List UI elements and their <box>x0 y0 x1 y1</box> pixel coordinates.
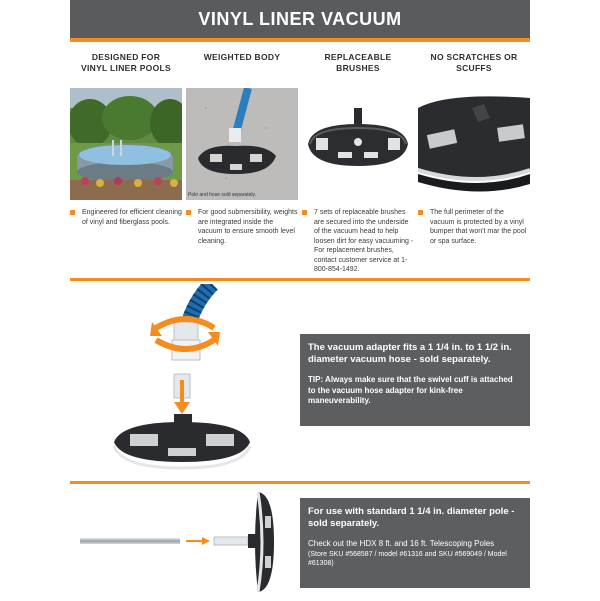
feature-bullet-text: Engineered for efficient cleaning of vinyl and fiberglass pools. <box>82 209 182 226</box>
feature-heading-line: VINYL LINER POOLS <box>81 63 171 73</box>
feature-heading-brushes <box>302 52 414 82</box>
feature-heading-line: DESIGNED FOR <box>91 52 161 62</box>
image-caption: Pole and hose sold separately. <box>188 192 257 198</box>
feature-heading-weighted <box>186 52 298 82</box>
pool-photo <box>70 88 182 200</box>
feature-heading-line: WEIGHTED BODY <box>203 52 281 62</box>
feature-heading-line: NO SCRATCHES OR <box>430 52 518 62</box>
feature-bullet-text: For good submersibility, weights are integrated inside the vacuum to ensure smooth level cleaning. <box>198 209 298 245</box>
pole-sku-text: (Store SKU #568587 / model #61316 and SKU #569049 / Model #61308) <box>308 550 507 567</box>
feature-heading-vinyl <box>70 52 182 82</box>
feature-heading-line: REPLACEABLE <box>324 52 392 62</box>
pole-check-text: Check out the HDX 8 ft. and 16 ft. Telescoping Poles <box>308 539 495 548</box>
feature-bullet-weighted <box>186 208 298 246</box>
section-divider <box>70 278 530 281</box>
section-divider <box>70 481 530 484</box>
page-title-bar <box>70 0 530 42</box>
bumper-photo <box>418 88 530 200</box>
feature-bullet-text: The full perimeter of the vacuum is protected by a vinyl bumper that won't mar the pool or spa surface. <box>430 209 527 245</box>
adapter-info-box <box>300 334 530 426</box>
feature-bullet-brushes <box>302 208 414 275</box>
pole-illustration <box>70 488 290 596</box>
adapter-tip-text: TIP: Always make sure that the swivel cuff is attached to the vacuum hose adapter for kink-free maneuverability. <box>308 375 513 405</box>
feature-bullet-vinyl <box>70 208 182 227</box>
bullet-square-icon <box>186 210 191 215</box>
adapter-illustration <box>100 284 280 474</box>
brushes-photo <box>302 88 414 200</box>
pole-info-box <box>300 498 530 588</box>
bullet-square-icon <box>70 210 75 215</box>
feature-heading-line: SCUFFS <box>456 63 492 73</box>
feature-bullet-scuffs <box>418 208 530 246</box>
page-title: VINYL LINER VACUUM <box>198 8 402 29</box>
adapter-info-text: The vacuum adapter fits a 1 1/4 in. to 1 1/2 in. diameter vacuum hose - sold separately. <box>308 342 512 365</box>
feature-bullet-text: 7 sets of replaceable brushes are secured into the underside of the vacuum head to help loosen dirt for easy vacuuming - For replacement brushes, contact customer service at 1-800-854-1492. <box>314 209 414 273</box>
feature-heading-line: BRUSHES <box>336 63 380 73</box>
bullet-square-icon <box>418 210 423 215</box>
pole-info-text: For use with standard 1 1/4 in. diameter pole - sold separately. <box>308 506 515 529</box>
bullet-square-icon <box>302 210 307 215</box>
feature-heading-scuffs <box>418 52 530 82</box>
weighted-body-photo <box>186 88 298 200</box>
